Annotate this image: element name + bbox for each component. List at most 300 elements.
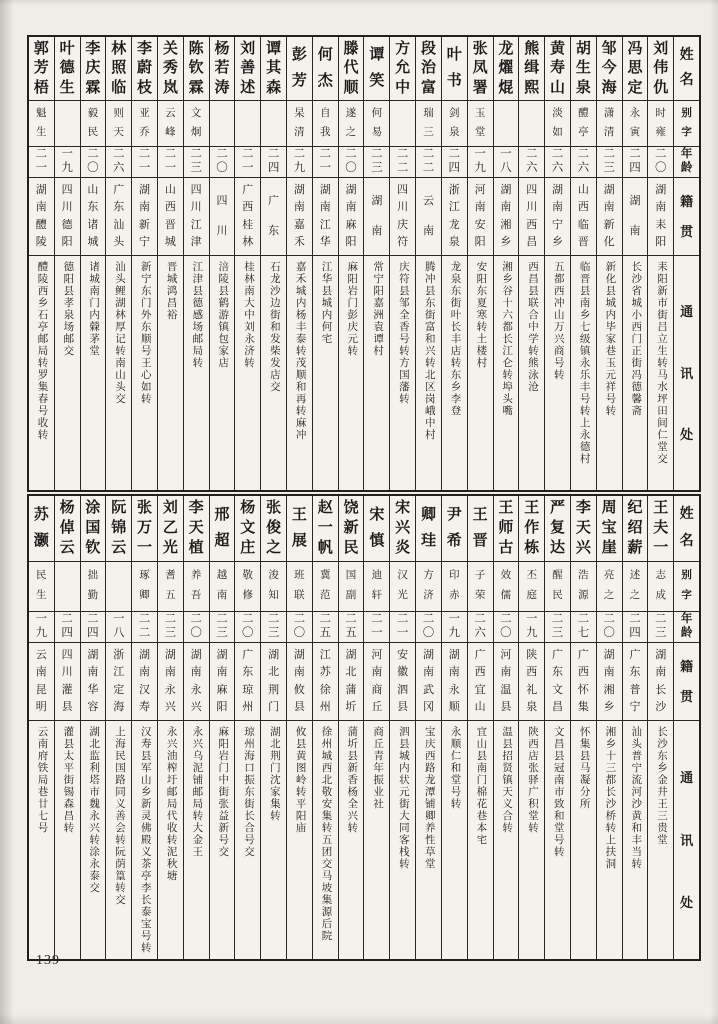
origin-cell: 广 西 桂 林	[235, 178, 260, 256]
contact-text: 石龙沙边街和发柴发店交	[268, 261, 280, 393]
contact-cell	[210, 721, 235, 959]
entry-column	[29, 496, 54, 959]
origin-cell: 广 西 怀 集	[571, 643, 596, 721]
entry-column	[312, 496, 338, 959]
entry-column	[29, 37, 54, 490]
name-cell: 纪 绍 薪	[623, 496, 648, 562]
entry-column	[518, 496, 544, 959]
courtesy-cell: 民 生	[29, 562, 54, 612]
origin-cell: 安 徽 泗 县	[390, 643, 415, 721]
name-cell: 王 师 古	[494, 496, 519, 562]
name-cell: 谭 笑	[364, 37, 389, 101]
contact-text: 灌县太平街锡森昌转	[62, 726, 74, 834]
courtesy-cell	[55, 562, 80, 612]
origin-cell: 湖 南 湘 乡	[494, 178, 519, 256]
contact-text: 麻阳岩门中街张益新号交	[217, 726, 229, 858]
origin-cell: 浙 江 定 海	[106, 643, 131, 721]
header-name: 姓 名	[674, 37, 699, 101]
name-cell: 叶 书	[442, 37, 467, 101]
contact-text: 嘉禾城内杨丰泰转茂顺和再转麻冲	[294, 261, 306, 441]
name-cell: 苏 灏	[29, 496, 54, 562]
contact-cell	[545, 256, 570, 490]
age-cell: 二 三	[184, 147, 209, 178]
contact-text: 江津县德感场邮局转	[191, 261, 203, 369]
origin-cell: 湖 南 华 容	[81, 643, 106, 721]
contact-cell	[158, 721, 183, 959]
contact-text: 宝庆西路龙潭铺卿养性草堂	[423, 726, 435, 870]
name-cell: 涂 国 钦	[81, 496, 106, 562]
contact-cell	[571, 256, 596, 490]
courtesy-cell: 养 吾	[184, 562, 209, 612]
name-cell: 张 凤 署	[468, 37, 493, 101]
contact-text: 桂林南大中刘永济转	[243, 261, 255, 369]
origin-cell: 湖 南 麻 阳	[210, 643, 235, 721]
contact-text: 诸城南门内檾茅堂	[88, 261, 100, 357]
age-cell: 二 三	[261, 612, 286, 643]
name-cell: 王 夫 一	[648, 496, 673, 562]
entry-column	[260, 37, 286, 490]
entry-column	[234, 37, 260, 490]
courtesy-cell: 淡 如	[545, 101, 570, 147]
origin-cell: 山 西 晋 城	[158, 178, 183, 256]
contact-text: 琼州海口振东街长合号交	[243, 726, 255, 858]
entry-column	[338, 37, 364, 490]
origin-cell: 河 南 商 丘	[364, 643, 389, 721]
courtesy-cell	[261, 101, 286, 147]
age-cell: 二 三	[545, 612, 570, 643]
courtesy-cell: 浩 源	[571, 562, 596, 612]
courtesy-cell: 述 之	[623, 562, 648, 612]
age-cell: 一 九	[519, 612, 544, 643]
courtesy-cell: 何 易	[364, 101, 389, 147]
name-cell: 滕 代 顺	[339, 37, 364, 101]
contact-cell	[132, 721, 157, 959]
entry-column	[441, 496, 467, 959]
age-cell: 二 〇	[184, 612, 209, 643]
contact-cell	[519, 721, 544, 959]
courtesy-cell: 国 副	[339, 562, 364, 612]
name-cell: 段 治 富	[416, 37, 441, 101]
contact-cell	[81, 256, 106, 490]
contact-cell	[184, 721, 209, 959]
name-cell: 刘 乙 光	[158, 496, 183, 562]
name-cell: 杨 若 涛	[210, 37, 235, 101]
contact-cell	[261, 256, 286, 490]
entry-column	[105, 496, 131, 959]
entry-column	[54, 496, 80, 959]
courtesy-cell: 醒 民	[545, 562, 570, 612]
entry-column	[157, 37, 183, 490]
contact-text: 湘乡谷十六都长江仑转埠头嘴	[501, 261, 513, 417]
origin-cell: 湖 南 嘉 禾	[287, 178, 312, 256]
courtesy-cell: 文 炯	[184, 101, 209, 147]
entry-column	[131, 37, 157, 490]
contact-cell	[623, 721, 648, 959]
contact-text: 涪陵县鹤游镇包家店	[217, 261, 229, 369]
entry-column	[312, 37, 338, 490]
entry-column	[415, 496, 441, 959]
contact-text: 湘乡十三都长沙桥转上扶洞	[604, 726, 616, 870]
contact-text: 永顺仁和堂号转	[449, 726, 461, 810]
name-cell: 冯 思 定	[623, 37, 648, 101]
courtesy-cell: 琢 卿	[132, 562, 157, 612]
courtesy-cell: 瑞 三	[416, 101, 441, 147]
age-cell: 二 五	[313, 612, 338, 643]
contact-cell	[29, 721, 54, 959]
contact-text: 永兴乌泥铺邮局转大金王	[191, 726, 203, 858]
courtesy-cell: 浚 知	[261, 562, 286, 612]
contact-text: 上海民国路同义善会转阮荫篁转交	[113, 726, 125, 906]
entry-column	[131, 496, 157, 959]
origin-cell: 湖 南 汉 寿	[132, 643, 157, 721]
header-contact: 通 讯 处	[680, 769, 694, 911]
contact-cell	[313, 256, 338, 490]
age-cell: 二 一	[364, 612, 389, 643]
header-origin: 籍 贯	[674, 178, 699, 256]
origin-cell: 湖 南 宁 乡	[545, 178, 570, 256]
name-cell: 关 秀 岚	[158, 37, 183, 101]
origin-cell: 云 南	[416, 178, 441, 256]
contact-cell	[519, 256, 544, 490]
age-cell: 二 三	[364, 147, 389, 178]
age-cell: 二 〇	[648, 147, 673, 178]
contact-cell	[648, 721, 673, 959]
contact-text: 龙泉东街叶长丰店转东乡李登	[449, 261, 461, 417]
age-cell: 二 二	[390, 147, 415, 178]
age-cell: 二 一	[132, 147, 157, 178]
name-cell: 胡 生 泉	[571, 37, 596, 101]
courtesy-cell: 亮 之	[597, 562, 622, 612]
origin-cell: 浙 江 龙 泉	[442, 178, 467, 256]
contact-cell	[158, 256, 183, 490]
name-cell: 李 庆 霖	[81, 37, 106, 101]
entry-column	[467, 496, 493, 959]
contact-cell	[235, 721, 260, 959]
entry-column	[260, 496, 286, 959]
age-cell: 二 七	[571, 612, 596, 643]
origin-cell: 山 西 临 晋	[571, 178, 596, 256]
age-cell: 二 〇	[597, 612, 622, 643]
age-cell: 二 六	[571, 147, 596, 178]
contact-text: 庆符县邹全香号转方国藩转	[397, 261, 409, 405]
courtesy-cell: 印 赤	[442, 562, 467, 612]
name-cell: 张 俊 之	[261, 496, 286, 562]
contact-text: 醴陵西乡石亭邮局转罗集春号收转	[36, 261, 48, 441]
origin-cell: 湖 南 武 冈	[416, 643, 441, 721]
origin-cell: 湖 南 新 宁	[132, 178, 157, 256]
contact-cell	[468, 721, 493, 959]
contact-cell	[442, 256, 467, 490]
entry-column	[596, 496, 622, 959]
entry-column	[647, 37, 673, 490]
contact-text: 安阳东夏寒转土楼村	[475, 261, 487, 369]
courtesy-cell: 永 寅	[623, 101, 648, 147]
entry-column	[183, 496, 209, 959]
age-cell: 二 〇	[81, 147, 106, 178]
name-cell: 杨 文 庄	[235, 496, 260, 562]
courtesy-cell: 汉 光	[390, 562, 415, 612]
courtesy-cell	[55, 101, 80, 147]
origin-cell: 广 东 汕 头	[106, 178, 131, 256]
contact-cell	[597, 256, 622, 490]
directory-table-top	[27, 35, 701, 492]
name-cell: 尹 希	[442, 496, 467, 562]
contact-cell	[623, 256, 648, 490]
origin-cell: 四 川 西 昌	[519, 178, 544, 256]
contact-text: 江华县城内何宅	[320, 261, 332, 345]
origin-cell: 湖 南 耒 阳	[648, 178, 673, 256]
age-cell: 一 八	[494, 147, 519, 178]
entry-column	[493, 37, 519, 490]
entry-column	[622, 496, 648, 959]
contact-text: 长沙省城小西门正街冯德馨斋	[630, 261, 642, 417]
contact-cell	[597, 721, 622, 959]
contact-text: 徐州城西北敬安集转五团交马坡集源后院	[320, 726, 332, 942]
contact-text: 新化县城内毕家巷玉元祥号转	[604, 261, 616, 417]
contact-cell	[184, 256, 209, 490]
contact-text: 湖北荆门沈家集转	[268, 726, 280, 822]
origin-cell: 云 南 昆 明	[29, 643, 54, 721]
contact-cell	[442, 721, 467, 959]
name-cell: 何 杰	[313, 37, 338, 101]
contact-text: 陕西店张驿广积堂转	[526, 726, 538, 834]
age-cell: 二 〇	[339, 147, 364, 178]
courtesy-cell: 敬 修	[235, 562, 260, 612]
courtesy-cell: 班 联	[287, 562, 312, 612]
origin-cell: 湖 南 永 顺	[442, 643, 467, 721]
entry-column	[570, 496, 596, 959]
courtesy-cell: 剑 泉	[442, 101, 467, 147]
courtesy-cell: 遂 之	[339, 101, 364, 147]
entry-column	[286, 37, 312, 490]
contact-cell	[571, 721, 596, 959]
entry-column	[54, 37, 80, 490]
contact-cell	[106, 256, 131, 490]
age-cell: 二 六	[468, 612, 493, 643]
entry-column	[105, 37, 131, 490]
contact-text: 麻阳岩门彭庆元转	[346, 261, 358, 357]
age-cell: 二 九	[287, 147, 312, 178]
contact-text: 汕头普宁流河沙黄和丰当转	[630, 726, 642, 870]
age-cell: 二 六	[519, 147, 544, 178]
name-cell: 叶 德 生	[55, 37, 80, 101]
entry-column	[363, 496, 389, 959]
courtesy-cell: 志 成	[648, 562, 673, 612]
origin-cell: 湖 南 醴 陵	[29, 178, 54, 256]
age-cell: 一 九	[29, 612, 54, 643]
courtesy-cell: 时 雍	[648, 101, 673, 147]
origin-cell: 四 川 庆 符	[390, 178, 415, 256]
age-cell: 二 六	[106, 147, 131, 178]
contact-cell	[416, 256, 441, 490]
contact-cell	[339, 256, 364, 490]
contact-cell	[132, 256, 157, 490]
header-column	[673, 37, 699, 490]
entry-column	[183, 37, 209, 490]
courtesy-cell: 魁 生	[29, 101, 54, 147]
name-cell: 邹 今 海	[597, 37, 622, 101]
entry-column	[647, 496, 673, 959]
courtesy-cell: 亚 乔	[132, 101, 157, 147]
origin-cell: 湖 南 攸 县	[287, 643, 312, 721]
origin-cell: 广 东 普 宁	[623, 643, 648, 721]
name-cell: 李 蔚 枝	[132, 37, 157, 101]
contact-cell	[313, 721, 338, 959]
age-cell: 二 三	[210, 612, 235, 643]
header-origin: 籍 贯	[674, 643, 699, 721]
contact-cell	[29, 256, 54, 490]
contact-text: 商丘青年振业社	[372, 726, 384, 810]
name-cell: 赵 一 帆	[313, 496, 338, 562]
entry-column	[544, 37, 570, 490]
age-cell: 二 四	[261, 147, 286, 178]
origin-cell: 河 南 温 县	[494, 643, 519, 721]
contact-cell	[261, 721, 286, 959]
origin-cell: 山 东 诸 城	[81, 178, 106, 256]
contact-text: 长沙东乡金井王三贵堂	[656, 726, 668, 846]
courtesy-cell: 杲 清	[287, 101, 312, 147]
courtesy-cell: 毅 民	[81, 101, 106, 147]
origin-cell: 四 川	[210, 178, 235, 256]
header-name: 姓 名	[674, 496, 699, 562]
entry-column	[80, 37, 106, 490]
header-column	[673, 496, 699, 959]
contact-text: 西昌县联合中学转熊泳沧	[526, 261, 538, 393]
age-cell: 二 一	[29, 147, 54, 178]
courtesy-cell: 醴 亭	[571, 101, 596, 147]
courtesy-cell	[519, 101, 544, 147]
name-cell: 阮 锦 云	[106, 496, 131, 562]
age-cell: 二 〇	[287, 612, 312, 643]
origin-cell: 湖 南	[623, 178, 648, 256]
courtesy-cell	[210, 101, 235, 147]
contact-text: 云南府铁局巷廿七号	[36, 726, 48, 834]
contact-cell	[55, 256, 80, 490]
origin-cell: 湖 南 新 化	[597, 178, 622, 256]
age-cell: 二 四	[442, 147, 467, 178]
contact-text: 常宁阳嘉洲袁谭村	[372, 261, 384, 357]
age-cell: 二 三	[648, 612, 673, 643]
age-cell: 二 四	[623, 612, 648, 643]
age-cell: 二 六	[545, 147, 570, 178]
age-cell: 一 八	[106, 612, 131, 643]
name-cell: 杨 倬 云	[55, 496, 80, 562]
contact-text: 汉寿县军山乡新灵佛殿义茶亭李长泰宝号转	[139, 726, 151, 954]
entry-column	[157, 496, 183, 959]
age-cell: 一 九	[55, 147, 80, 178]
entry-column	[338, 496, 364, 959]
name-cell: 李 天 兴	[571, 496, 596, 562]
courtesy-cell: 自 我	[313, 101, 338, 147]
name-cell: 王 展	[287, 496, 312, 562]
age-cell: 二 四	[55, 612, 80, 643]
name-cell: 熊 缉 熙	[519, 37, 544, 101]
contact-cell	[210, 256, 235, 490]
header-age: 年 龄	[674, 612, 699, 643]
header-courtesy: 别 字	[674, 562, 699, 612]
contact-text: 温县招贤镇天义合转	[501, 726, 513, 834]
contact-text: 怀集县马凝分所	[578, 726, 590, 810]
name-cell: 宋 慎	[364, 496, 389, 562]
origin-cell: 河 南 安 阳	[468, 178, 493, 256]
entry-column	[415, 37, 441, 490]
name-cell: 彭 芳	[287, 37, 312, 101]
origin-cell: 广 东 文 昌	[545, 643, 570, 721]
contact-text: 德阳县孝泉场邮交	[62, 261, 74, 357]
origin-cell: 四 川 江 津	[184, 178, 209, 256]
origin-cell: 湖 北 荆 门	[261, 643, 286, 721]
entry-column	[493, 496, 519, 959]
origin-cell: 湖 南 江 华	[313, 178, 338, 256]
name-cell: 王 作 栋	[519, 496, 544, 562]
header-courtesy: 别 字	[674, 101, 699, 147]
age-cell: 二 二	[132, 612, 157, 643]
courtesy-cell: 效 儒	[494, 562, 519, 612]
origin-cell: 四 川 德 阳	[55, 178, 80, 256]
age-cell: 二 〇	[210, 147, 235, 178]
origin-cell: 湖 南 永 兴	[184, 643, 209, 721]
courtesy-cell: 耆 五	[158, 562, 183, 612]
entry-column	[518, 37, 544, 490]
name-cell: 卿 珪	[416, 496, 441, 562]
age-cell: 二 〇	[416, 612, 441, 643]
contact-cell	[468, 256, 493, 490]
entry-column	[389, 37, 415, 490]
contact-text: 永兴油榨圩邮局代收转泥秋塘	[165, 726, 177, 882]
origin-cell: 四 川 灌 县	[55, 643, 80, 721]
age-cell: 二 二	[416, 147, 441, 178]
entry-column	[234, 496, 260, 959]
name-cell: 刘 善 述	[235, 37, 260, 101]
contact-cell	[81, 721, 106, 959]
name-cell: 宋 兴 炎	[390, 496, 415, 562]
origin-cell: 陕 西 礼 泉	[519, 643, 544, 721]
name-cell: 邢 超	[210, 496, 235, 562]
contact-cell	[55, 721, 80, 959]
name-cell: 黄 寿 山	[545, 37, 570, 101]
courtesy-cell	[106, 562, 131, 612]
age-cell: 二 〇	[494, 612, 519, 643]
origin-cell: 湖 南 湘 乡	[597, 643, 622, 721]
name-cell: 郭 芳 梧	[29, 37, 54, 101]
entry-column	[596, 37, 622, 490]
contact-text: 晋城鸿昌裕	[165, 261, 177, 321]
name-cell: 严 复 达	[545, 496, 570, 562]
name-cell: 周 宝 崖	[597, 496, 622, 562]
page-number: 139	[36, 953, 60, 968]
age-cell: 二 三	[158, 612, 183, 643]
age-cell: 二 四	[81, 612, 106, 643]
name-cell: 谭 其 森	[261, 37, 286, 101]
contact-cell	[545, 721, 570, 959]
courtesy-cell: 则 天	[106, 101, 131, 147]
header-contact: 通 讯 处	[680, 303, 694, 443]
age-cell: 一 九	[442, 612, 467, 643]
directory-table-bottom	[27, 494, 701, 961]
contact-text: 耒阳新市街吕立生转马水坪田间仁堂交	[656, 261, 668, 465]
age-cell: 二 一	[313, 147, 338, 178]
age-cell: 二 一	[158, 147, 183, 178]
age-cell: 二 五	[339, 612, 364, 643]
age-cell: 一 九	[468, 147, 493, 178]
contact-cell	[106, 721, 131, 959]
entry-column	[441, 37, 467, 490]
origin-cell: 广 东	[261, 178, 286, 256]
entry-column	[622, 37, 648, 490]
courtesy-cell	[390, 101, 415, 147]
contact-cell	[416, 721, 441, 959]
entry-column	[467, 37, 493, 490]
